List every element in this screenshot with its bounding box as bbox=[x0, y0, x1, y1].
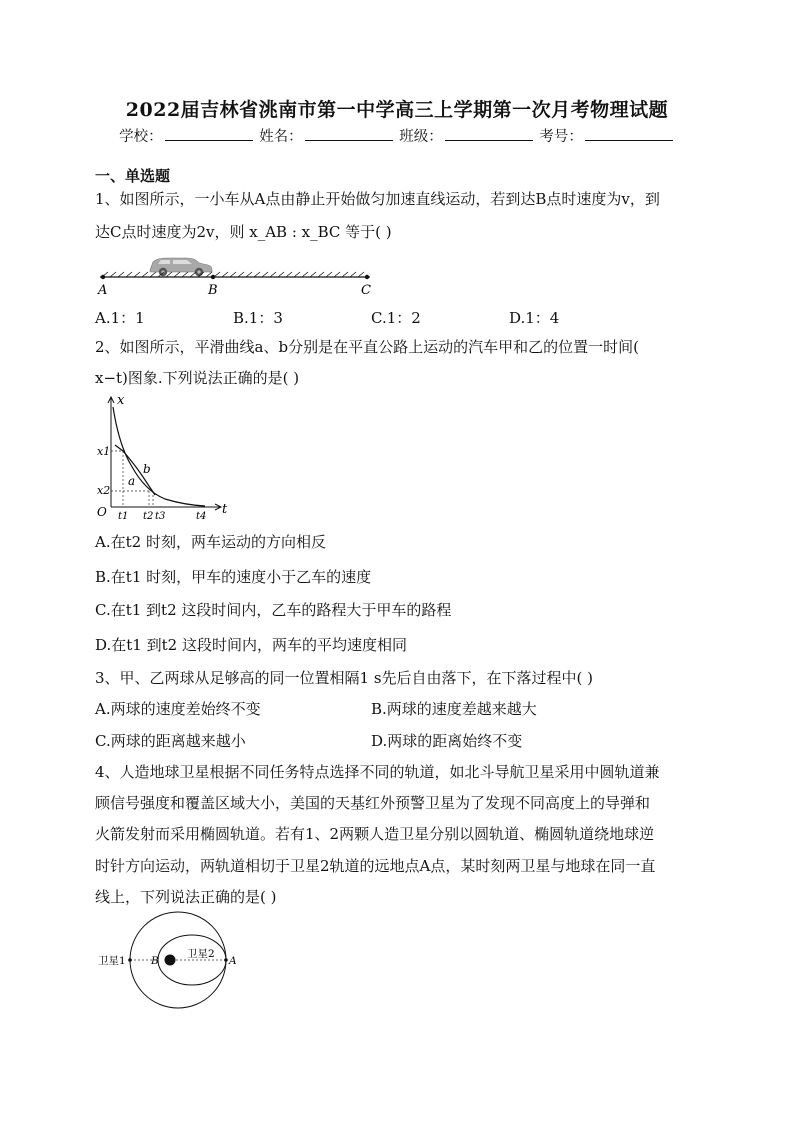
earth-icon bbox=[165, 955, 176, 966]
section-heading: 一、单选题 bbox=[95, 167, 171, 185]
class-label: 班级： bbox=[399, 129, 443, 145]
satellite2-dot bbox=[224, 958, 228, 962]
satellite1-label: 卫星1 bbox=[98, 955, 126, 967]
t-axis-label: t bbox=[222, 502, 228, 517]
curve-b-label: b bbox=[143, 462, 151, 476]
q2-option-d[interactable]: D.在t1 到t2 这段时间内，两车的平均速度相同 bbox=[95, 636, 407, 654]
satellite2-label: 卫星2 bbox=[187, 948, 215, 960]
q4-line1: 4、人造地球卫星根据不同任务特点选择不同的轨道，如北斗导航卫星采用中圆轨道兼 bbox=[95, 763, 660, 781]
exam-number-blank[interactable] bbox=[585, 128, 673, 141]
q4-line4: 时针方向运动，两轨道相切于卫星2轨道的远地点A点，某时刻两卫星与地球在同一直 bbox=[95, 857, 656, 875]
student-info-line bbox=[0, 125, 794, 146]
origin-label: O bbox=[97, 505, 107, 519]
curve-b bbox=[113, 407, 205, 506]
label-a: A bbox=[98, 283, 108, 298]
q1-line2: 达C点时速度为2v，则 x_AB : x_BC 等于( ) bbox=[95, 223, 392, 241]
q1-line1: 1、如图所示，一小车从A点由静止开始做匀加速直线运动，若到达B点时速度为v，到 bbox=[95, 190, 660, 208]
x-axis-label: x bbox=[117, 393, 125, 408]
q3-option-c[interactable]: C.两球的距离越来越小 bbox=[95, 732, 246, 750]
point-a bbox=[101, 275, 105, 279]
q2-option-a[interactable]: A.在t2 时刻，两车运动的方向相反 bbox=[95, 533, 326, 551]
q3-option-b[interactable]: B.两球的速度差越来越大 bbox=[371, 700, 537, 718]
q4-line3: 火箭发射而采用椭圆轨道。若有1、2两颗人造卫星分别以圆轨道、椭圆轨道绕地球逆 bbox=[95, 825, 655, 843]
satellite1-dot bbox=[128, 958, 132, 962]
q3-option-d[interactable]: D.两球的距离始终不变 bbox=[371, 732, 523, 750]
q2-line1: 2、如图所示，平滑曲线a、b分别是在平直公路上运动的汽车甲和乙的位置一时间( bbox=[95, 338, 639, 356]
q3-option-a[interactable]: A.两球的速度差始终不变 bbox=[95, 700, 261, 718]
point-b-label: B bbox=[151, 955, 159, 967]
q3-line1: 3、甲、乙两球从足够高的同一位置相隔1 s先后自由落下，在下落过程中( ) bbox=[95, 669, 594, 687]
label-b: B bbox=[208, 283, 218, 298]
x1-label: x1 bbox=[97, 445, 111, 458]
q1-option-a[interactable]: A.1：1 bbox=[95, 309, 145, 327]
q1-figure bbox=[95, 250, 385, 300]
name-blank[interactable] bbox=[305, 128, 393, 141]
curve-a-label: a bbox=[128, 474, 136, 488]
q4-orbit-figure bbox=[95, 920, 245, 1010]
q2-option-c[interactable]: C.在t1 到t2 这段时间内，乙车的路程大于甲车的路程 bbox=[95, 601, 452, 619]
t4-label: t4 bbox=[196, 511, 207, 522]
school-blank[interactable] bbox=[165, 128, 253, 141]
ground-hatching bbox=[102, 272, 364, 277]
q2-xt-graph bbox=[95, 395, 230, 525]
q1-option-b[interactable]: B.1：3 bbox=[233, 309, 283, 327]
t3-label: t3 bbox=[155, 511, 166, 522]
page-title: 2022届吉林省洮南市第一中学高三上学期第一次月考物理试题 bbox=[125, 99, 669, 121]
q4-line5: 线上，下列说法正确的是( ) bbox=[95, 888, 277, 906]
point-c bbox=[365, 275, 369, 279]
t2-label: t2 bbox=[143, 511, 154, 522]
exam-number-label: 考号： bbox=[539, 129, 583, 145]
school-label: 学校： bbox=[119, 129, 163, 145]
x2-label: x2 bbox=[97, 484, 111, 497]
q4-line2: 顾信号强度和覆盖区域大小，美国的天基红外预警卫星为了发现不同高度上的导弹和 bbox=[95, 794, 651, 812]
point-b bbox=[211, 275, 215, 279]
q1-option-c[interactable]: C.1：2 bbox=[371, 309, 421, 327]
name-label: 姓名： bbox=[259, 129, 303, 145]
label-c: C bbox=[361, 283, 371, 298]
class-blank[interactable] bbox=[445, 128, 533, 141]
point-a-label: A bbox=[229, 955, 237, 967]
q2-line2: x−t)图象.下列说法正确的是( ) bbox=[95, 369, 300, 387]
q2-option-b[interactable]: B.在t1 时刻，甲车的速度小于乙车的速度 bbox=[95, 568, 372, 586]
t1-label: t1 bbox=[118, 511, 129, 522]
q1-option-d[interactable]: D.1：4 bbox=[509, 309, 560, 327]
